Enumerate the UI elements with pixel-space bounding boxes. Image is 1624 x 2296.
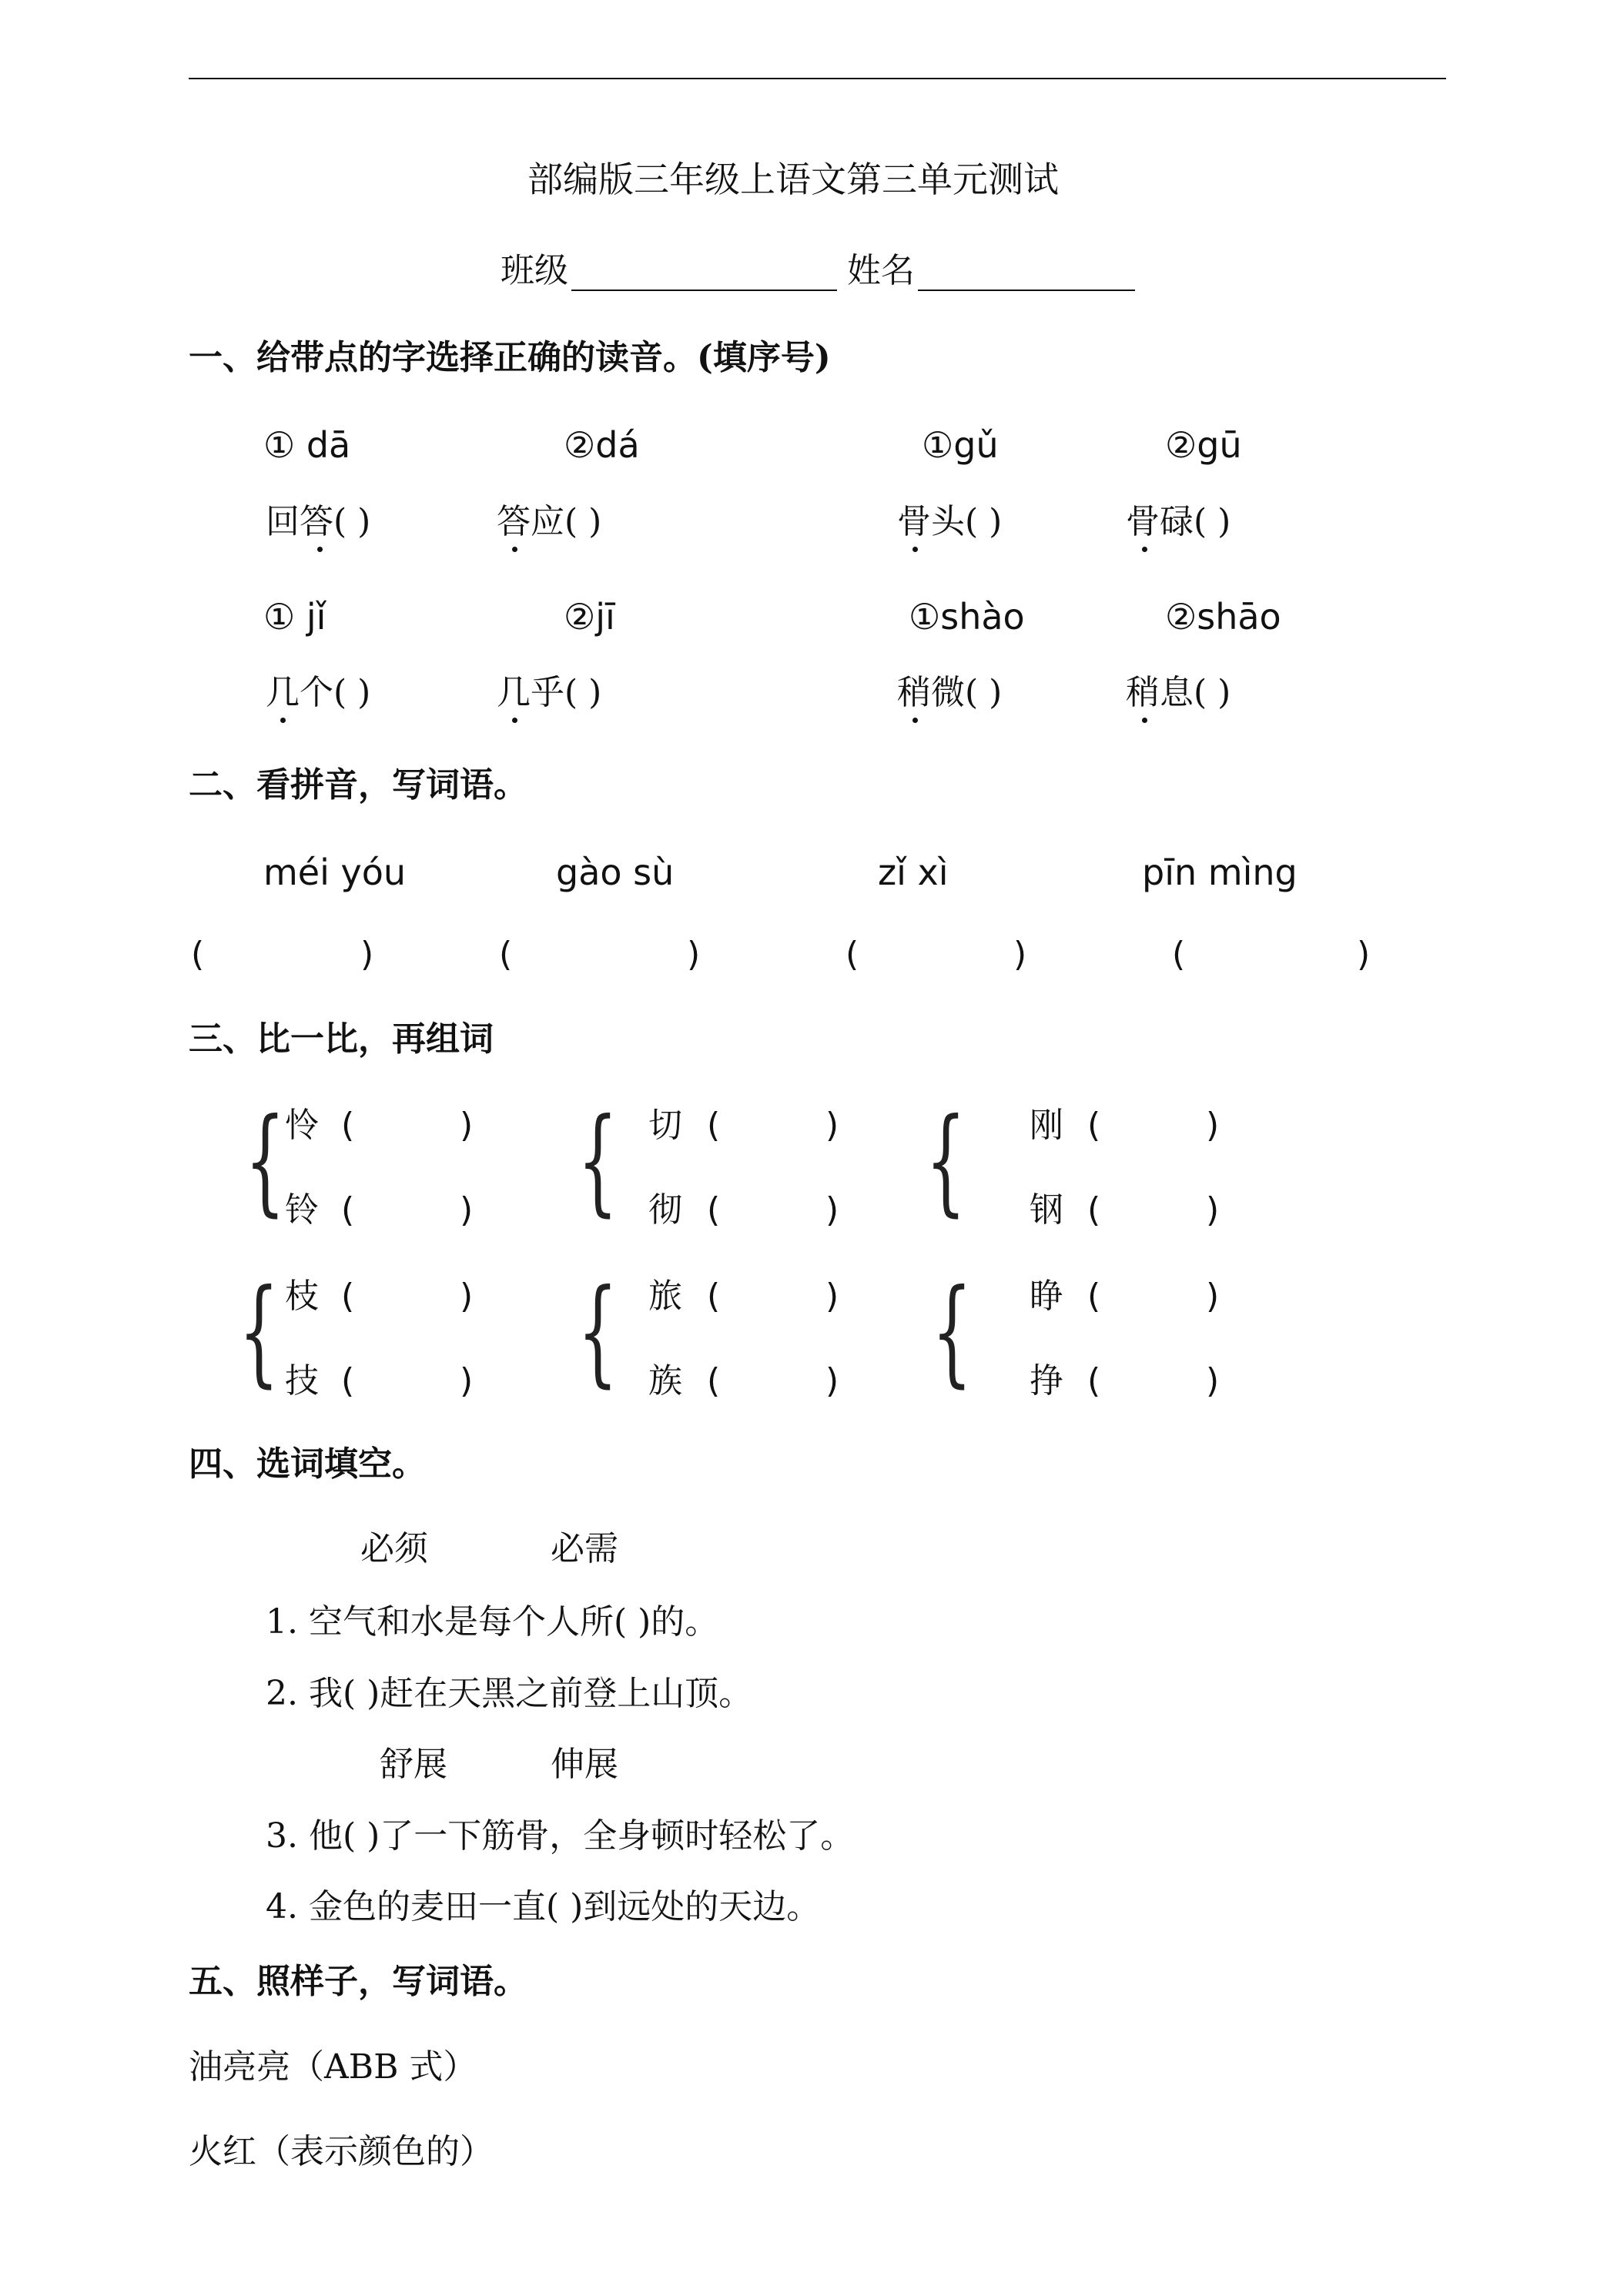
emphasis-dot [912, 547, 918, 552]
page-title: 部编版三年级上语文第三单元测试 [527, 159, 1059, 200]
brace: { [932, 1265, 973, 1399]
compare-char: 怜 [285, 1106, 319, 1145]
compare-paren-open[interactable]: ( [707, 1190, 721, 1230]
top-rule [189, 78, 1446, 79]
compare-char: 刚 [1030, 1106, 1063, 1145]
brace: { [578, 1094, 618, 1228]
answer-2-close[interactable]: ) [687, 935, 701, 974]
emphasis-dot [512, 547, 517, 552]
section-2-heading: 二、看拼音，写词语。 [189, 765, 527, 805]
class-blank[interactable] [571, 259, 837, 293]
compare-paren-open[interactable]: ( [707, 1106, 721, 1145]
compare-char: 技 [285, 1361, 319, 1401]
brace: { [926, 1094, 966, 1228]
emphasis-dot [512, 718, 517, 723]
answer-1-close[interactable]: ) [360, 935, 374, 974]
compare-paren-close[interactable]: ) [460, 1361, 474, 1401]
example-1: 油亮亮（ABB 式） [189, 2047, 477, 2087]
compare-paren-close[interactable]: ) [825, 1361, 839, 1401]
emphasis-dot [1142, 547, 1147, 552]
g4-option-2: ②shāo [1165, 596, 1281, 638]
class-label: 班级 [501, 251, 568, 290]
name-blank[interactable] [918, 259, 1135, 293]
compare-char: 睁 [1030, 1277, 1063, 1316]
compare-char: 旅 [648, 1277, 682, 1316]
name-label: 姓名 [847, 251, 915, 290]
compare-paren-open[interactable]: ( [707, 1277, 721, 1316]
g3-option-2: ②jī [564, 596, 615, 638]
g3-word-1[interactable]: 几个( ) [266, 673, 371, 712]
word-choice-1b: 必需 [551, 1529, 618, 1568]
compare-char: 挣 [1030, 1361, 1063, 1401]
word-choice-2b: 伸展 [551, 1745, 618, 1784]
pinyin-4: pīn mìng [1142, 852, 1298, 893]
g4-option-1: ①shào [909, 596, 1025, 638]
g2-word-1[interactable]: 骨头( ) [897, 502, 1003, 541]
g2-word-2[interactable]: 骨碌( ) [1126, 502, 1231, 541]
compare-paren-open[interactable]: ( [341, 1190, 355, 1230]
emphasis-dot [1142, 718, 1147, 723]
question-3[interactable]: 3. 他( )了一下筋骨，全身顿时轻松了。 [266, 1816, 855, 1856]
compare-paren-open[interactable]: ( [1087, 1361, 1101, 1401]
pinyin-1: méi yóu [263, 852, 407, 893]
emphasis-dot [912, 718, 918, 723]
pinyin-3: zǐ xì [878, 852, 949, 893]
brace: { [578, 1265, 618, 1399]
answer-1-open[interactable]: ( [191, 935, 205, 974]
compare-char: 钢 [1030, 1190, 1063, 1230]
compare-char: 彻 [648, 1190, 682, 1230]
answer-2-open[interactable]: ( [499, 935, 513, 974]
section-4-heading: 四、选词填空。 [189, 1444, 426, 1484]
word-choice-2a: 舒展 [380, 1745, 447, 1784]
g4-word-1[interactable]: 稍微( ) [897, 673, 1003, 712]
brace: { [239, 1265, 280, 1399]
compare-paren-open[interactable]: ( [341, 1106, 355, 1145]
g4-word-2[interactable]: 稍息( ) [1126, 673, 1231, 712]
compare-paren-open[interactable]: ( [341, 1277, 355, 1316]
example-2: 火红（表示颜色的） [189, 2132, 494, 2171]
pinyin-2: gào sù [556, 852, 675, 893]
question-2[interactable]: 2. 我( )赶在天黑之前登上山顶。 [266, 1674, 753, 1713]
compare-paren-close[interactable]: ) [460, 1106, 474, 1145]
question-4[interactable]: 4. 金色的麦田一直( )到远处的天边。 [266, 1887, 821, 1926]
compare-char: 枝 [285, 1277, 319, 1316]
brace: { [245, 1094, 286, 1228]
compare-paren-close[interactable]: ) [1206, 1190, 1220, 1230]
compare-paren-close[interactable]: ) [825, 1277, 839, 1316]
g3-word-2[interactable]: 几乎( ) [497, 673, 602, 712]
answer-3-close[interactable]: ) [1013, 935, 1027, 974]
compare-paren-close[interactable]: ) [1206, 1106, 1220, 1145]
word-choice-1a: 必须 [360, 1529, 428, 1568]
answer-4-close[interactable]: ) [1357, 935, 1371, 974]
answer-3-open[interactable]: ( [845, 935, 859, 974]
g2-option-2: ②gū [1165, 424, 1242, 466]
compare-paren-close[interactable]: ) [460, 1190, 474, 1230]
section-3-heading: 三、比一比，再组词 [189, 1019, 494, 1059]
compare-paren-close[interactable]: ) [1206, 1277, 1220, 1316]
compare-paren-close[interactable]: ) [1206, 1361, 1220, 1401]
g2-option-1: ①gǔ [922, 424, 999, 466]
compare-char: 族 [648, 1361, 682, 1401]
section-5-heading: 五、照样子，写词语。 [189, 1962, 527, 2001]
compare-paren-open[interactable]: ( [707, 1361, 721, 1401]
compare-paren-close[interactable]: ) [460, 1277, 474, 1316]
emphasis-dot [317, 547, 323, 552]
compare-paren-open[interactable]: ( [341, 1361, 355, 1401]
emphasis-dot [280, 718, 286, 723]
compare-paren-open[interactable]: ( [1087, 1106, 1101, 1145]
g3-option-1: ① jǐ [263, 596, 326, 638]
compare-paren-open[interactable]: ( [1087, 1190, 1101, 1230]
compare-char: 切 [648, 1106, 682, 1145]
g1-option-2: ②dá [564, 424, 640, 466]
answer-4-open[interactable]: ( [1172, 935, 1186, 974]
g1-option-1: ① dā [263, 424, 351, 466]
compare-paren-close[interactable]: ) [825, 1190, 839, 1230]
compare-char: 铃 [285, 1190, 319, 1230]
g1-word-2[interactable]: 答应( ) [497, 502, 602, 541]
compare-paren-open[interactable]: ( [1087, 1277, 1101, 1316]
section-1-heading: 一、给带点的字选择正确的读音。(填序号) [189, 338, 831, 377]
question-1[interactable]: 1. 空气和水是每个人所( )的。 [266, 1602, 719, 1642]
compare-paren-close[interactable]: ) [825, 1106, 839, 1145]
g1-word-1[interactable]: 回答( ) [266, 502, 371, 541]
